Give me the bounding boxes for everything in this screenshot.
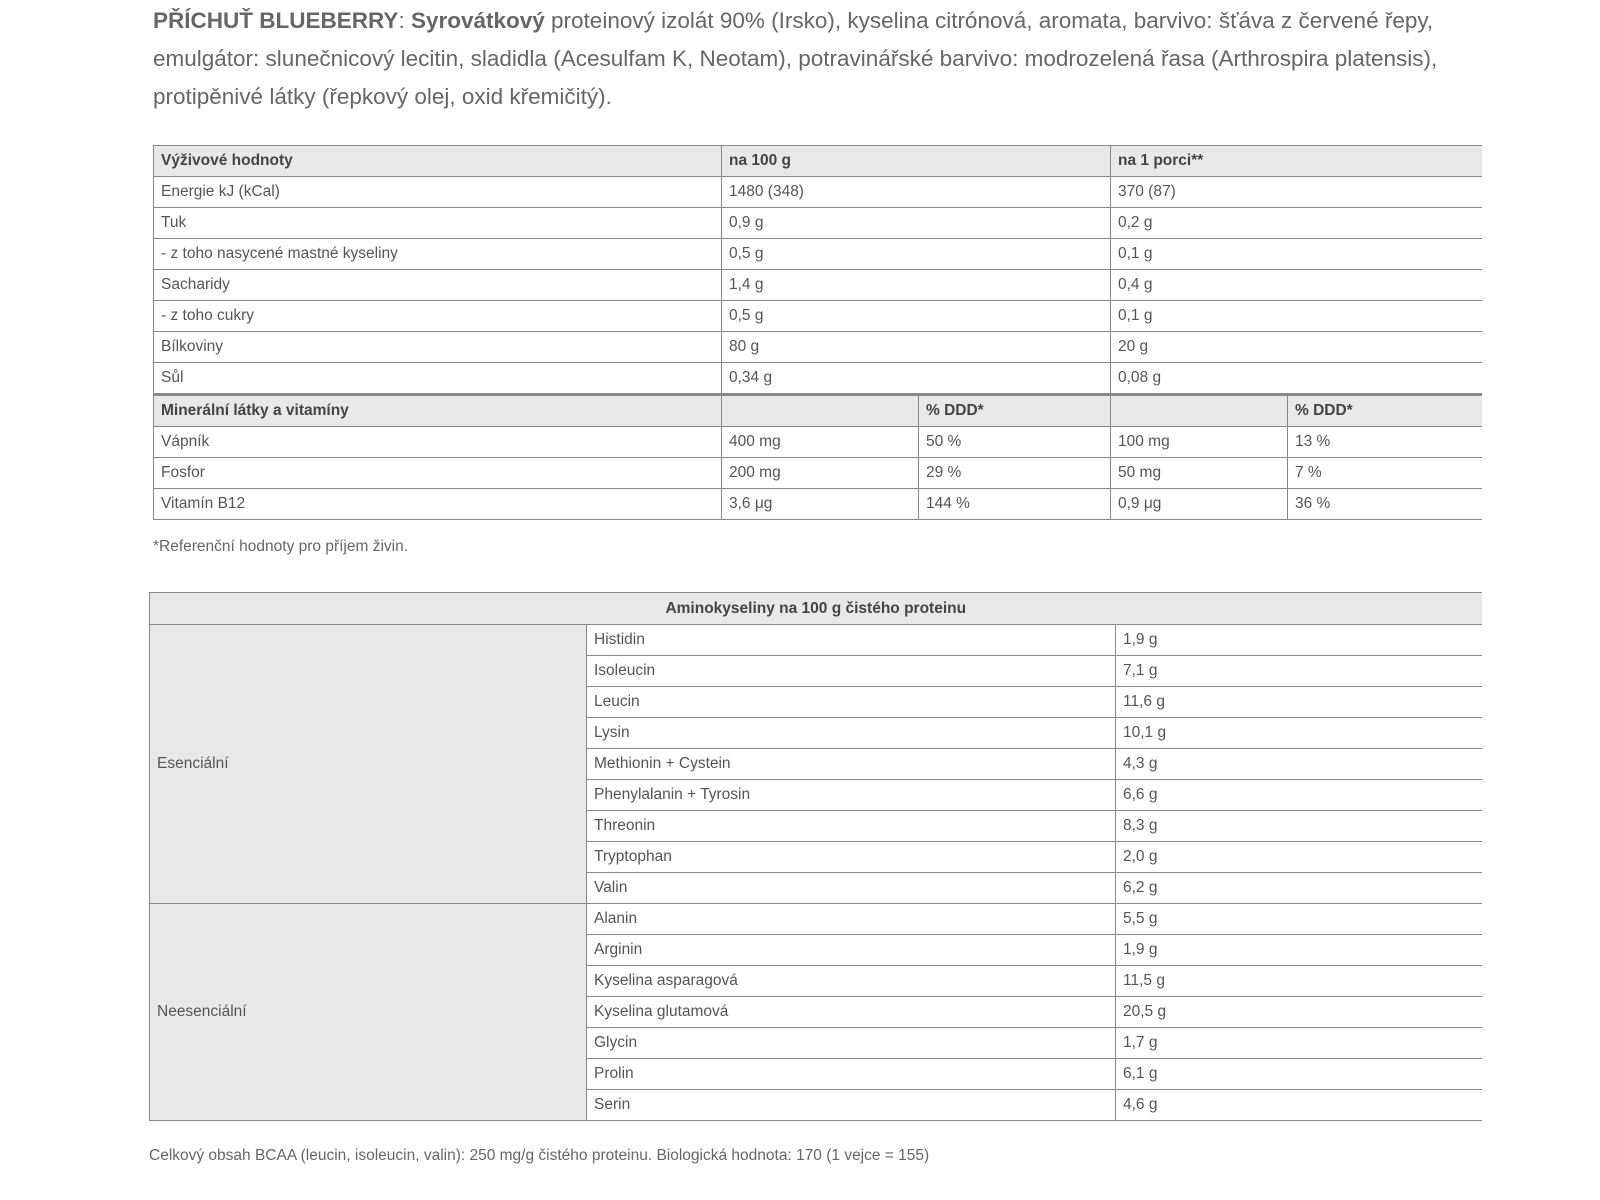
nutrient-per-portion: 20 g <box>1111 332 1482 363</box>
header-per-portion: na 1 porci** <box>1111 146 1482 177</box>
amino-acid-name: Prolin <box>587 1059 1116 1090</box>
amino-acid-name: Serin <box>587 1090 1116 1121</box>
mineral-per-portion: 100 mg <box>1111 427 1288 458</box>
mineral-ddd-100g: 144 % <box>919 489 1111 520</box>
nutrition-row <box>154 363 1482 395</box>
amino-acid-value: 10,1 g <box>1116 718 1482 749</box>
nutrient-per-100g: 0,5 g <box>722 301 1111 332</box>
amino-acid-value: 1,7 g <box>1116 1028 1482 1059</box>
amino-acid-name: Methionin + Cystein <box>587 749 1116 780</box>
essential-group-label: Esenciální <box>150 625 587 904</box>
mineral-per-portion: 0,9 μg <box>1111 489 1288 520</box>
nutrition-row <box>154 239 1482 270</box>
nonessential-group-label: Neesenciální <box>150 904 587 1121</box>
amino-acid-name: Glycin <box>587 1028 1116 1059</box>
amino-acid-value: 2,0 g <box>1116 842 1482 873</box>
amino-acid-name: Lysin <box>587 718 1116 749</box>
nutrient-per-100g: 0,34 g <box>722 363 1111 395</box>
nutrient-name: - z toho cukry <box>154 301 722 332</box>
nutrient-per-portion: 0,08 g <box>1111 363 1482 395</box>
nutrient-name: Bílkoviny <box>154 332 722 363</box>
amino-acid-value: 6,1 g <box>1116 1059 1482 1090</box>
amino-title-row <box>150 593 1482 625</box>
mineral-row <box>154 458 1482 489</box>
amino-acid-name: Tryptophan <box>587 842 1116 873</box>
mineral-ddd-portion: 36 % <box>1288 489 1482 520</box>
nutrition-table <box>153 145 1482 520</box>
amino-acid-name: Arginin <box>587 935 1116 966</box>
nutrition-row <box>154 332 1482 363</box>
amino-row <box>150 904 1482 935</box>
header-ddd-portion: % DDD* <box>1288 395 1482 427</box>
amino-acid-name: Isoleucin <box>587 656 1116 687</box>
nutrient-name: Tuk <box>154 208 722 239</box>
nutrient-per-portion: 0,2 g <box>1111 208 1482 239</box>
mineral-per-portion: 50 mg <box>1111 458 1288 489</box>
mineral-name: Fosfor <box>154 458 722 489</box>
amino-acid-value: 8,3 g <box>1116 811 1482 842</box>
nutrition-row <box>154 208 1482 239</box>
amino-acid-value: 4,3 g <box>1116 749 1482 780</box>
header-nutrition-values: Výživové hodnoty <box>154 146 722 177</box>
amino-acid-value: 4,6 g <box>1116 1090 1482 1121</box>
amino-acid-value: 6,2 g <box>1116 873 1482 904</box>
nutrition-row <box>154 270 1482 301</box>
mineral-row <box>154 427 1482 458</box>
header-per-100g: na 100 g <box>722 146 1111 177</box>
mineral-ddd-100g: 29 % <box>919 458 1111 489</box>
nutrient-name: Sůl <box>154 363 722 395</box>
ingredients-text: proteinový izolát 90% (Irsko), kyselina citrónová, aromata, barvivo: šťáva z červené řepy, emulgátor: slunečnicový lecitin, sladidla (Acesulfam K, Neotam), potravinářské barvivo: modrozelená řasa (Arthrospira platensis), protipěnivé látky (řepkový olej, oxid křemičitý). <box>153 8 1438 109</box>
colon: : <box>398 8 411 33</box>
nutrient-per-100g: 1480 (348) <box>722 177 1111 208</box>
nutrient-name: Energie kJ (kCal) <box>154 177 722 208</box>
nutrient-per-portion: 0,1 g <box>1111 301 1482 332</box>
nutrient-per-portion: 370 (87) <box>1111 177 1482 208</box>
nutrient-name: - z toho nasycené mastné kyseliny <box>154 239 722 270</box>
amino-acid-value: 11,5 g <box>1116 966 1482 997</box>
nutrient-per-100g: 80 g <box>722 332 1111 363</box>
amino-acid-value: 5,5 g <box>1116 904 1482 935</box>
header-empty-cell <box>1111 395 1288 427</box>
amino-acid-name: Threonin <box>587 811 1116 842</box>
nutrient-per-100g: 0,9 g <box>722 208 1111 239</box>
amino-acid-name: Alanin <box>587 904 1116 935</box>
amino-acid-value: 20,5 g <box>1116 997 1482 1028</box>
mineral-per-100g: 3,6 μg <box>722 489 919 520</box>
amino-acid-table <box>149 592 1482 1121</box>
nutrition-row <box>154 301 1482 332</box>
amino-acid-name: Kyselina asparagová <box>587 966 1116 997</box>
nutrient-per-portion: 0,4 g <box>1111 270 1482 301</box>
ingredients-paragraph <box>153 2 1483 116</box>
amino-acid-name: Leucin <box>587 687 1116 718</box>
amino-acid-value: 11,6 g <box>1116 687 1482 718</box>
minerals-header-row <box>154 395 1482 427</box>
header-minerals-vitamins: Minerální látky a vitamíny <box>154 395 722 427</box>
amino-acid-value: 6,6 g <box>1116 780 1482 811</box>
amino-acid-value: 1,9 g <box>1116 625 1482 656</box>
amino-acid-name: Valin <box>587 873 1116 904</box>
mineral-ddd-portion: 7 % <box>1288 458 1482 489</box>
mineral-name: Vápník <box>154 427 722 458</box>
nutrient-per-100g: 0,5 g <box>722 239 1111 270</box>
amino-row <box>150 625 1482 656</box>
header-ddd-100g: % DDD* <box>919 395 1111 427</box>
bcaa-footnote: Celkový obsah BCAA (leucin, isoleucin, valin): 250 mg/g čistého proteinu. Biologická hodnota: 170 (1 vejce = 155) <box>149 1147 930 1164</box>
amino-acid-value: 7,1 g <box>1116 656 1482 687</box>
amino-title: Aminokyseliny na 100 g čistého proteinu <box>150 593 1482 625</box>
mineral-per-100g: 400 mg <box>722 427 919 458</box>
nutrition-row <box>154 177 1482 208</box>
nutrition-header-row <box>154 146 1482 177</box>
mineral-ddd-portion: 13 % <box>1288 427 1482 458</box>
flavor-label: PŘÍCHUŤ BLUEBERRY <box>153 8 399 33</box>
amino-acid-name: Histidin <box>587 625 1116 656</box>
nutrient-name: Sacharidy <box>154 270 722 301</box>
amino-acid-value: 1,9 g <box>1116 935 1482 966</box>
amino-acid-name: Kyselina glutamová <box>587 997 1116 1028</box>
reference-footnote: *Referenční hodnoty pro příjem živin. <box>153 538 409 555</box>
nutrient-per-100g: 1,4 g <box>722 270 1111 301</box>
mineral-row <box>154 489 1482 520</box>
nutrient-per-portion: 0,1 g <box>1111 239 1482 270</box>
amino-acid-name: Phenylalanin + Tyrosin <box>587 780 1116 811</box>
mineral-ddd-100g: 50 % <box>919 427 1111 458</box>
main-ingredient: Syrovátkový <box>410 8 545 33</box>
mineral-per-100g: 200 mg <box>722 458 919 489</box>
header-empty-cell <box>722 395 919 427</box>
mineral-name: Vitamín B12 <box>154 489 722 520</box>
